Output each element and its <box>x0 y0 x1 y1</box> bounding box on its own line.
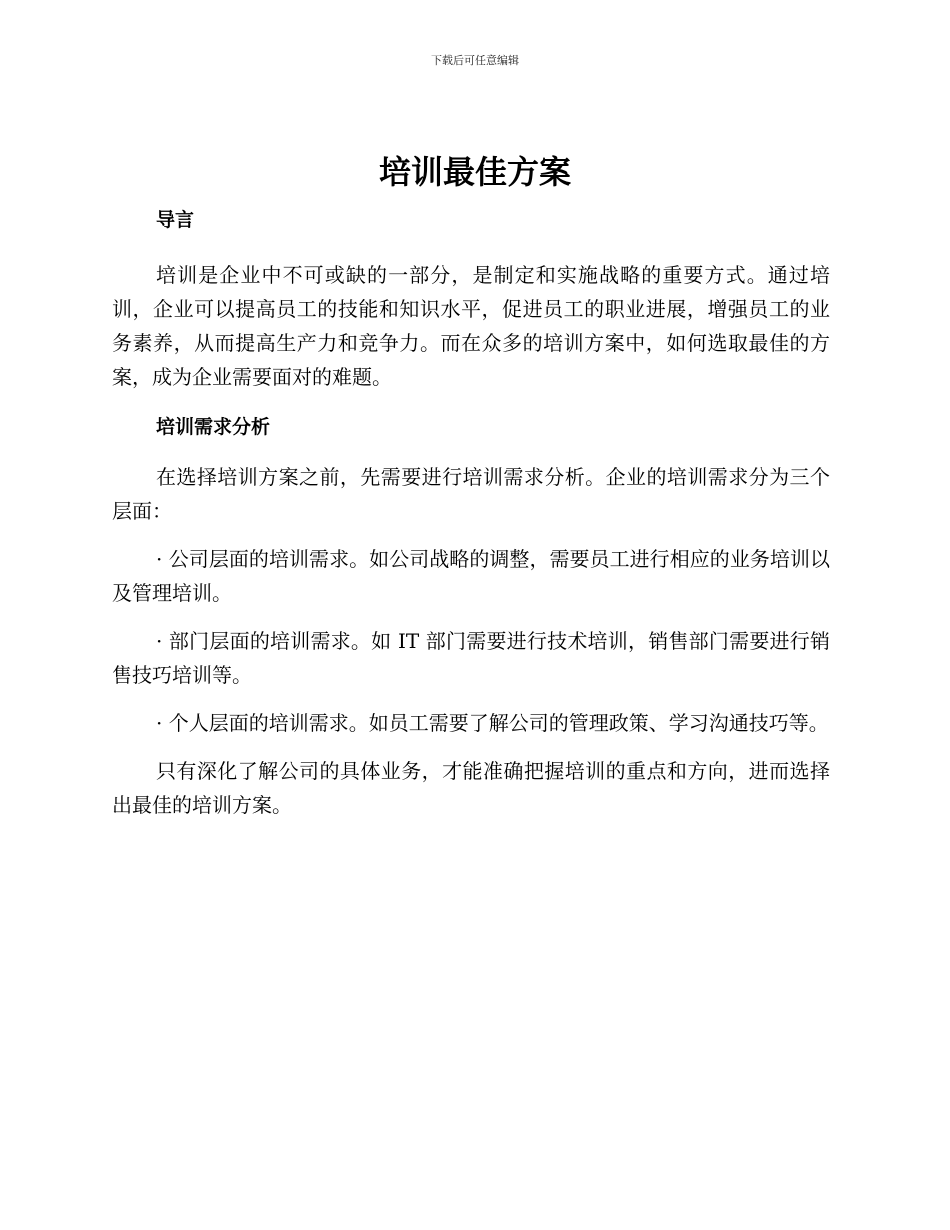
needs-paragraph: 在选择培训方案之前，先需要进行培训需求分析。企业的培训需求分为三个层面： <box>112 465 830 523</box>
section-heading-intro: 导言 <box>156 209 195 231</box>
document-title: 培训最佳方案 <box>378 153 571 191</box>
intro-paragraph: 培训是企业中不可或缺的一部分，是制定和实施战略的重要方式。通过培训，企业可以提高员工的技能和知识水平，促进员工的职业进展，增强员工的业务素养，从而提高生产力和竞争力。而在众多的培训方案中，如何选取最佳的方案，成为企业需要面对的难题。 <box>112 263 830 389</box>
header-note: 下载后可任意编辑 <box>431 54 519 67</box>
document-body <box>112 204 830 822</box>
list-item: · 部门层面的培训需求。如 IT 部门需要进行技术培训，销售部门需要进行销售技巧培训等。 <box>112 629 830 687</box>
closing-paragraph: 只有深化了解公司的具体业务，才能准确把握培训的重点和方向，进而选择出最佳的培训方案。 <box>112 759 830 817</box>
section-heading-needs-analysis: 培训需求分析 <box>156 416 271 438</box>
list-item: · 公司层面的培训需求。如公司战略的调整，需要员工进行相应的业务培训以及管理培训。 <box>112 547 830 605</box>
list-item: · 个人层面的培训需求。如员工需要了解公司的管理政策、学习沟通技巧等。 <box>156 711 829 735</box>
